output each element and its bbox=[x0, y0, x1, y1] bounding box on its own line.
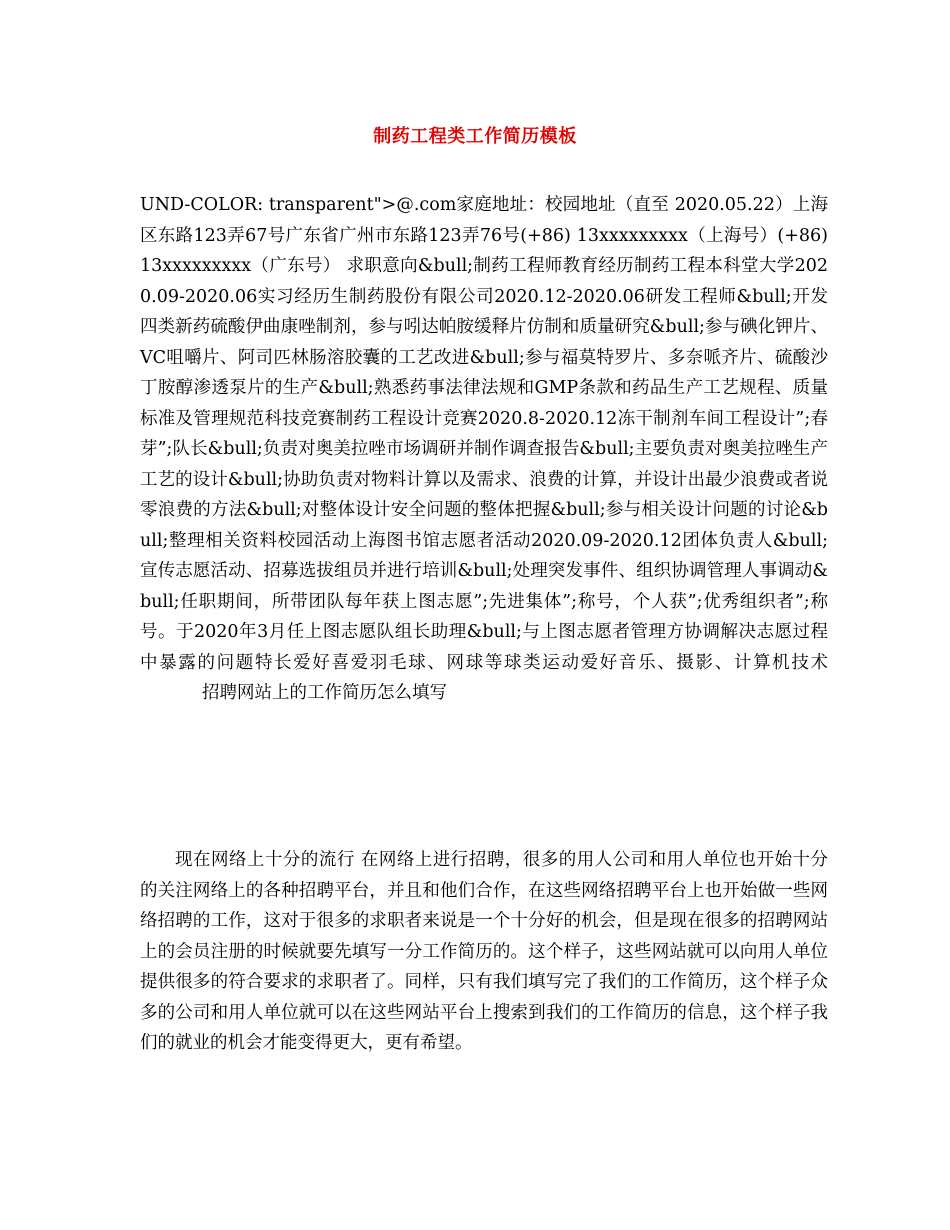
resume-text: UND-COLOR: transparent">@.com家庭地址：校园地址（直至 2020.05.22）上海区东路123弄67号广东省广州市东路123弄76号(+86) 13xxxxxxxxx（上海号）(+86) 13xxxxxxxxx（广东号） 求职意向&bull;制药工程师教育经历制药工程本科堂大学2020.09-2020.06实习经历生制药股份有限公司2020.12-2020.06研发工程师&bull;开发四类新药硫酸伊曲康唑制剂，参与吲达帕胺缓释片仿制和质量研究&bull;参与碘化钾片、VC咀嚼片、阿司匹林肠溶胶囊的工艺改进&bull;参与福莫特罗片、多奈哌齐片、硫酸沙丁胺醇渗透泵片的生产&bull;熟悉药事法律法规和GMP条款和药品生产工艺规程、质量标准及管理规范科技竞赛制药工程设计竞赛2020.8-2020.12冻干制剂车间工程设计”;春芽”;队长&bull;负责对奥美拉唑市场调研并制作调查报告&bull;主要负责对奥美拉唑生产工艺的设计&bull;协助负责对物料计算以及需求、浪费的计算，并设计出最少浪费或者说零浪费的方法&bull;对整体设计安全问题的整体把握&bull;参与相关设计问题的讨论&bull;整理相关资料校园活动上海图书馆志愿者活动2020.09-2020.12团体负责人&bull;宣传志愿活动、招募选拔组员并进行培训&bull;处理突发事件、组织协调管理人事调动&bull;任职期间，所带团队每年获上图志愿”;先进集体”;称号，个人获”;优秀组织者”;称号。于2020年3月任上图志愿队组长助理&bull;与上图志愿者管理方协调解决志愿过程中暴露的问题特长爱好喜爱羽毛球、网球等球类运动爱好音乐、摄影、计算机技术 bbox=[140, 195, 828, 673]
article-paragraph: 现在网络上十分的流行 在网络上进行招聘，很多的用人公司和用人单位也开始十分的关注网络上的各种招聘平台，并且和他们合作，在这些网络招聘平台上也开始做一些网络招聘的工作，这对于很多的求职者来说是一个十分好的机会，但是现在很多的招聘网站上的会员注册的时候就要先填写一分工作简历的。这个样子，这些网站就可以向用人单位提供很多的符合要求的求职者了。同样，只有我们填写完了我们的工作简历，这个样子众多的公司和用人单位就可以在这些网站平台上搜索到我们的工作简历的信息，这个样子我们的就业的机会才能变得更大，更有希望。 bbox=[140, 850, 828, 1053]
section-heading: 招聘网站上的工作简历怎么填写 bbox=[202, 683, 447, 703]
document-title: 制药工程类工作简历模板 bbox=[373, 126, 577, 147]
resume-body bbox=[140, 190, 828, 709]
